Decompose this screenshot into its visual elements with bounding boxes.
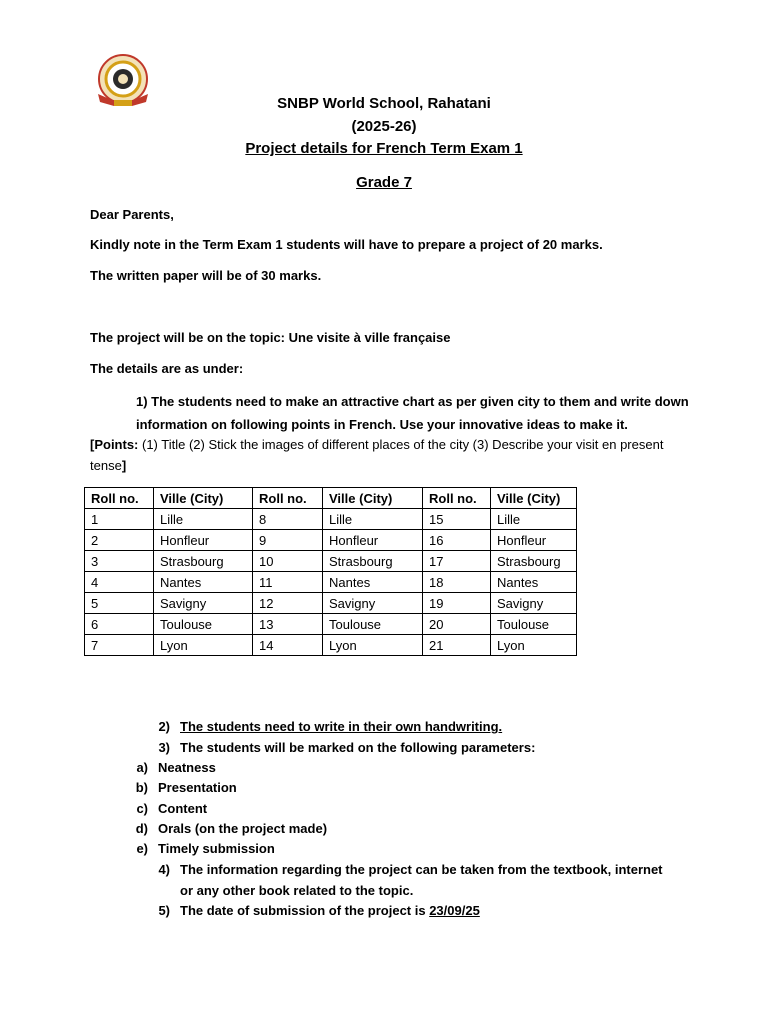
- marks-note: Kindly note in the Term Exam 1 students will have to prepare a project of 20 marks.: [90, 237, 603, 252]
- param-item: Timely submission: [158, 841, 275, 856]
- table-cell: Honfleur: [154, 530, 253, 551]
- table-row: [85, 551, 577, 572]
- table-cell: 18: [423, 572, 491, 593]
- points-note: [90, 434, 670, 476]
- param-item: Presentation: [158, 780, 237, 795]
- city-allocation-table: [84, 487, 577, 656]
- table-cell: Lille: [323, 509, 423, 530]
- table-cell: Lyon: [323, 635, 423, 656]
- information-source-line2: or any other book related to the topic.: [180, 883, 414, 898]
- table-cell: Lille: [154, 509, 253, 530]
- param-item: Content: [158, 801, 208, 816]
- table-cell: 16: [423, 530, 491, 551]
- table-cell: 9: [253, 530, 323, 551]
- table-row: [85, 572, 577, 593]
- submission-text: The date of submission of the project is: [180, 903, 430, 918]
- column-header: Roll no.: [253, 488, 323, 509]
- greeting: Dear Parents,: [90, 207, 174, 222]
- table-cell: 21: [423, 635, 491, 656]
- table-cell: Lyon: [491, 635, 577, 656]
- table-cell: 6: [85, 614, 154, 635]
- points-close: ]: [121, 458, 127, 473]
- param-letter: b): [135, 780, 148, 795]
- school-name: SNBP World School, Rahatani: [277, 95, 491, 112]
- table-row: [85, 614, 577, 635]
- table-cell: 13: [253, 614, 323, 635]
- column-header: Ville (City): [323, 488, 423, 509]
- param-item: Neatness: [158, 760, 216, 775]
- academic-year: (2025-26): [351, 118, 417, 135]
- table-cell: 10: [253, 551, 323, 572]
- list-number: 4): [158, 862, 170, 877]
- list-number: 3): [158, 740, 170, 755]
- table-header-row: [85, 488, 577, 509]
- point-1: 1) The students need to make an attractive chart as per given city to them and write down information on following points in French. Use your innovative ideas to make it.: [136, 394, 689, 432]
- table-cell: 14: [253, 635, 323, 656]
- table-cell: 15: [423, 509, 491, 530]
- table-cell: 3: [85, 551, 154, 572]
- table-cell: 20: [423, 614, 491, 635]
- table-cell: 1: [85, 509, 154, 530]
- column-header: Ville (City): [154, 488, 253, 509]
- grade-heading: Grade 7: [356, 174, 412, 191]
- table-cell: 12: [253, 593, 323, 614]
- table-cell: Honfleur: [323, 530, 423, 551]
- column-header: Roll no.: [85, 488, 154, 509]
- submission-date: 23/09/25: [429, 903, 480, 918]
- submission-date-note: [180, 903, 480, 918]
- table-cell: Toulouse: [491, 614, 577, 635]
- param-letter: d): [135, 821, 148, 836]
- parameters-intro: The students will be marked on the following parameters:: [180, 740, 536, 755]
- table-cell: Savigny: [491, 593, 577, 614]
- table-cell: Strasbourg: [323, 551, 423, 572]
- table-row: [85, 530, 577, 551]
- param-item: Orals (on the project made): [158, 821, 328, 836]
- table-cell: 11: [253, 572, 323, 593]
- document-title: Project details for French Term Exam 1: [245, 140, 523, 157]
- details-intro: The details are as under:: [90, 361, 244, 376]
- column-header: Ville (City): [491, 488, 577, 509]
- information-source-line1: The information regarding the project can be taken from the textbook, internet: [180, 862, 663, 877]
- list-number: 2): [158, 719, 170, 734]
- param-letter: e): [136, 841, 148, 856]
- points-label: [Points:: [90, 437, 139, 452]
- table-cell: Toulouse: [323, 614, 423, 635]
- table-cell: 4: [85, 572, 154, 593]
- table-cell: Toulouse: [154, 614, 253, 635]
- param-letter: a): [136, 760, 148, 775]
- written-paper-note: The written paper will be of 30 marks.: [90, 268, 322, 283]
- table-cell: 7: [85, 635, 154, 656]
- table-cell: 2: [85, 530, 154, 551]
- points-text: (1) Title (2) Stick the images of different places of the city (3) Describe your visit en present tense: [90, 437, 664, 473]
- table-row: [85, 593, 577, 614]
- table-cell: Savigny: [154, 593, 253, 614]
- param-letter: c): [136, 801, 148, 816]
- table-cell: Nantes: [491, 572, 577, 593]
- project-topic: The project will be on the topic: Une visite à ville française: [90, 330, 451, 345]
- table-cell: 19: [423, 593, 491, 614]
- table-cell: 5: [85, 593, 154, 614]
- table-cell: Nantes: [154, 572, 253, 593]
- table-row: [85, 509, 577, 530]
- table-cell: Nantes: [323, 572, 423, 593]
- column-header: Roll no.: [423, 488, 491, 509]
- list-number: 5): [158, 903, 170, 918]
- table-cell: 8: [253, 509, 323, 530]
- table-cell: Strasbourg: [491, 551, 577, 572]
- table-cell: Savigny: [323, 593, 423, 614]
- table-cell: Strasbourg: [154, 551, 253, 572]
- handwriting-note: The students need to write in their own handwriting.: [180, 719, 503, 734]
- table-row: [85, 635, 577, 656]
- table-cell: Honfleur: [491, 530, 577, 551]
- table-cell: Lyon: [154, 635, 253, 656]
- table-cell: Lille: [491, 509, 577, 530]
- table-cell: 17: [423, 551, 491, 572]
